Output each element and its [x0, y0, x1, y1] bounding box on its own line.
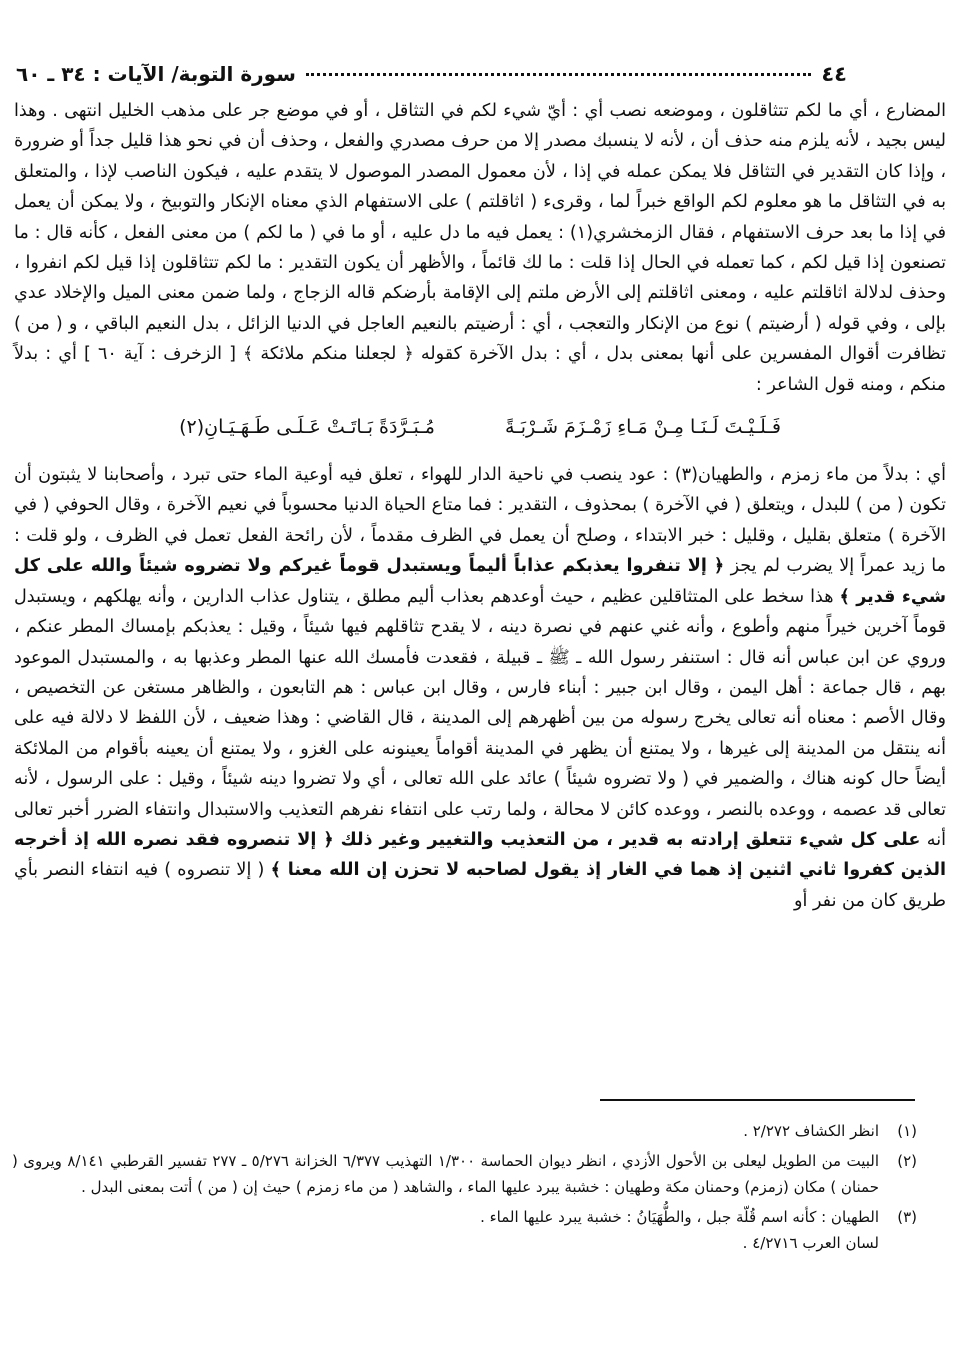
header-dotted-leader [306, 73, 811, 76]
footnote-number: (٣) [897, 1208, 917, 1226]
footnote-text [12, 1204, 879, 1256]
page-header [16, 56, 847, 92]
footnote-line: لسان العرب ٤/٢٧١٦ . [742, 1234, 879, 1252]
footnote-number: (١) [897, 1122, 917, 1140]
main-text [14, 96, 946, 916]
paragraph-2-part-b: هذا سخط على المتثاقلين عظيم ، حيث أوعدهم بعذاب أليم مطلق ، يتناول عذاب الدارين ، وأنه يهلكهم ، ويستبدل قوماً آخرين خيراً منهم وأطوع ، وأنه غني عنهم في نصرة دينه ، لا يقدح تثاقلهم فيها شيئاً ، وقيل : يعذبكم بإمساك المطر عنكم ، وروي عن ابن عباس أنه قال : استنفر رسول الله ـ ﷺ ـ قبيلة ، فقعدت فأمسك الله عنها المطر وعذبها به ، والمستبدل الموعود بهم ، قال جماعة : أهل اليمن ، وقال ابن جبير : أبناء فارس ، وقال ابن عباس : هم التابعون ، والظاهر مستغن عن التخصيص ، وقال الأصم : معناه أنه تعالى يخرج رسوله من بين أظهرهم إلى المدينة ، قال القاضي : وهذا ضعيف ، لأن اللفظ لا دلالة فيه على أنه ينتقل من المدينة إلى غيرها ، ولا يمتنع أن يظهر في المدينة أقواماً يعينونه على الغزو ، ولا يمتنع أن يعينه بأقوام من الملائكة أيضاً حال كونه هناك ، والضمير في ( ولا تضروه شيئاً ) عائد على الله تعالى ، أي ولا تضروا دينه شيئاً ، وقيل : على الرسول ، لأنه تعالى قد عصمه ، ووعده بالنصر ، ووعده كائن لا محالة ، ولما رتب على انتفاء نفرهم التعذيب والاستبدال وانتفاء الضرر أخبر تعالى أنه [14, 586, 946, 850]
paragraph-2-part-c: ( إلا تنصروه ) فيه انتفاء النصر بأي طريق كان من نفر أو [14, 860, 946, 911]
footnotes [12, 1118, 917, 1260]
verse-hemistich-2: مُـبَـرَّدَةً بَـاتَـتْ عَـلَـى طَـهَـيَـانِ(٢) [179, 416, 435, 439]
verse-hemistich-1: فَـلَـيْـتَ لَـنَـا مِـنْ مَـاءِ زَمْـزَمَ شَـرْبَـةً [504, 416, 781, 439]
footnote-line: انظر الكشاف ٢/٢٧٢ . [743, 1122, 879, 1140]
footnote-1 [12, 1118, 917, 1144]
footnote-number: (٢) [897, 1152, 917, 1170]
footnote-line: الطهيان : كأنه اسم قُلّة جبل ، والطُّهَيَانُ : خشبة يبرد عليها الماء . [480, 1208, 879, 1226]
paragraph-2 [14, 460, 946, 916]
paragraph-1: المضارع ، أي ما لكم تتثاقلون ، وموضعه نصب أي : أيّ شيء لكم في التثاقل ، أو في موضع جر على مذهب الخليل انتهى . وهذا ليس بجيد ، لأنه يلزم منه حذف أن ، لأنه لا ينسبك مصدر إلا من حرف مصدري والفعل ، وحذف أن في نحو هذا قليل جداً أو ضرورة ، وإذا كان التقدير في التثاقل فلا يمكن عمله في إذا ، لأن معمول المصدر الموصول لا يتقدم عليه ، فيكون الناصب لإذا ، والمتعلق به في التثاقل ما هو معلوم لكم الواقع خبراً لما ، وقرىء ( اثاقلتم ) على الاستفهام الذي معناه الإنكار والتوبيخ ، ولا يمكن أن يعمل في إذا ما بعد حرف الاستفهام ، فقال الزمخشري(١) : يعمل فيه ما دل عليه ، أو ما في ( ما لكم ) من معنى الفعل ، كأنه قال : ما تصنعون إذا قيل لكم ، كما تعمله في الحال إذا قلت : ما لك قائماً ، والأظهر أن يكون التقدير : ما لكم تتثاقلون إذا قيل لكم انفروا ، وحذف لدلالة اثاقلتم عليه ، ومعنى اثاقلتم إلى الأرض ملتم إلى الإقامة بأرضكم قاله الزجاج ، ولما ضمن معنى الميل والإخلاد عدي بإلى ، وفي قوله ( أرضيتم ) نوع من الإنكار والتعجب ، أي : أرضيتم بالنعيم العاجل في الدنيا الزائل ، بدل النعيم الباقي ، و ( من ) تظافرت أقوال المفسرين على أنها بمعنى بدل ، أي : بدل الآخرة كقوله ﴿ لجعلنا منكم ملائكة ﴾ [ الزخرف : آية ٦٠ ] أي : بدلاً منكم ، ومنه قول الشاعر : [14, 101, 947, 395]
paragraph-2-part-a: أي : بدلاً من ماء زمزم ، والطهيان(٣) : عود ينصب في ناحية الدار للهواء ، تعلق فيه أوعية الماء حتى تبرد ، وأصحابنا لا يثبتون أن تكون ( من ) للبدل ، ويتعلق ( في الآخرة ) بمحذوف ، التقدير : فما متاع الحياة الدنيا محسوباً في نعيم الآخرة ، وقال الحوفي ( في الآخرة ) متعلق بقليل ، وقليل : خبر الابتداء ، وصلح أن يعمل في الظرف مقدماً ، لأن رائحة الفعل تعمل في الظرف ، ولو قلت : ما زيد عمراً إلا يضرب لم يجز [14, 465, 947, 577]
footnote-text [12, 1118, 879, 1144]
footnote-line: البيت من الطويل ليعلى بن الأحول الأزدي ، انظر ديوان الحماسة ١/٣٠٠ التهذيب ٦/٣٧٧ الخزانة ٥/٢٧٦ ـ ٢٧٧ تفسير القرطبي ٨/١٤١ ويروى ( حمنان ) مكان (زمزم) وحمنان مكة وطهيان : خشبة يبرد عليها الماء ، والشاهد ( من ماء زمزم ) حيث إن ( من ) أتت بمعنى البدل . [12, 1152, 880, 1196]
footnote-text [12, 1148, 879, 1200]
footnote-2 [12, 1148, 917, 1200]
footnote-separator [600, 1099, 915, 1101]
poetry-verse [14, 408, 946, 446]
footnote-3 [12, 1204, 917, 1256]
page-number: ٤٤ [821, 62, 847, 86]
sura-title: سورة التوبة/ الآيات : ٣٤ ـ ٦٠ [16, 62, 296, 86]
quran-verse-1: ﴿ إلا تنفروا يعذبكم عذاباً أليماً ويستبدل قوماً غيركم ولا تضروه شيئاً والله على كل شيء قدير ﴾ [14, 556, 947, 607]
quran-verse-2: على كل شيء تتعلق إرادته به قدير ، من التعذيب والتغيير وغير ذلك ﴿ إلا تنصروه فقد نصره الله إذ أخرجه الذين كفروا ثاني اثنين إذ هما في الغار إذ يقول لصاحبه لا تحزن إن الله معنا ﴾ [14, 829, 947, 881]
